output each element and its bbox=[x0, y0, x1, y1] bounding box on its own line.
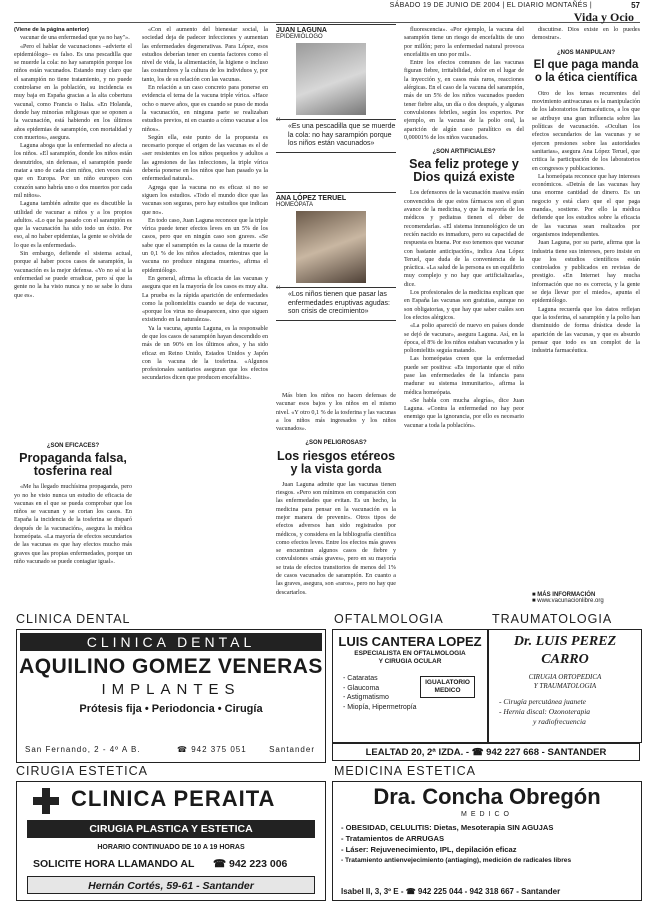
ad-category-medicina: MEDICINA ESTETICA bbox=[334, 764, 477, 778]
profile-role: EPIDEMIÓLOGO bbox=[276, 34, 323, 40]
ad-band: CLINICA DENTAL bbox=[20, 633, 322, 651]
kicker: ¿SON ARTIFICIALES? bbox=[432, 149, 496, 156]
column-3 bbox=[276, 392, 396, 608]
ad-speciality: Y CIRUGIA OCULAR bbox=[378, 658, 442, 665]
ad-subtitle: MEDICO bbox=[461, 811, 513, 818]
story-eficaces bbox=[14, 436, 132, 608]
paragraph: discutirse. Dios existe en lo puedes demostrar». bbox=[532, 27, 640, 42]
ad-subtitle: IMPLANTES bbox=[101, 681, 241, 698]
ad-call-text: SOLICITE HORA LLAMANDO AL bbox=[33, 858, 195, 870]
header-date: SÁBADO 19 DE JUNIO DE 2004 | EL DIARIO MONTAÑÉS | bbox=[389, 2, 592, 9]
profile-ana-lopez bbox=[276, 192, 396, 321]
paragraph: Las homeópatas creen que la enfermedad puede ser positiva: «Es importante que el niño pase las enfermedades de la infancia para madurar su sistema inmunitario», afirma la médica homeópata. bbox=[404, 356, 524, 396]
ad-hours: HORARIO CONTINUADO DE 10 A 19 HORAS bbox=[97, 844, 245, 851]
pull-quote: “ «Es una pescadilla que se muerde la cola: no hay sarampión porque los niños están vacunados» bbox=[276, 119, 396, 153]
headline: Los riesgos etéreos y la vista gorda bbox=[276, 448, 396, 476]
section-title: Vida y Ocio bbox=[573, 10, 634, 24]
ad-dental[interactable] bbox=[16, 629, 326, 763]
ad-doctor-name: LUIS CANTERA LOPEZ bbox=[338, 634, 482, 649]
paragraph: Entre los efectos comunes de las vacunas figuran fiebre, irritabilidad, dolor en el lugar de la inyección y, en casos más raros, reacciones alérgicas. En el caso de la vacuna del sarampión, más de un 5% de los niños vacunados pueden tener fiebre alta, un día o dos después, y algunas convulsiones febriles, según los expertos. Por ejemplo, en la vacuna de la polio oral, la aparición de algún caso paralítico es del 0,00001% de los niños vacunados. bbox=[404, 60, 524, 141]
headline: Propaganda falsa, tosferina real bbox=[19, 451, 127, 479]
list-item: y radiofrecuencia bbox=[533, 717, 586, 726]
ad-band: CIRUGIA PLASTICA Y ESTETICA bbox=[27, 820, 315, 838]
paragraph: Otro de los temas recurrentes del movimiento antivacunas es la manipulación de los laboratorios farmacéuticos, a los que se atribuye una gran influencia sobre las políticas de vacunación. «Ocultan los efectos secundarios de las vacunas y se ejercen presiones sobre las autoridades sanitarias», asegura Ana López Teruel, que critica la participación de los laboratorios en congresos y publicaciones. bbox=[532, 90, 640, 172]
more-info bbox=[532, 592, 640, 604]
paragraph: Sin embargo, defiende el sistema actual, porque al haber pocos casos de sarampión, la vacunación es la mejor defensa. «Yo no sé si la enfermedad se puede erradicar, pero sí que la gente no la ha visto nunca y no se sabe lo dura que es». bbox=[14, 251, 132, 299]
paragraph: Laguna recuerda que los datos reflejan que la tosferina, el sarampión y la polio han disminuido de forma drástica desde la aparición de las vacunas, y que es absurdo pensar que todo es un complot de la industria farmacéutica. bbox=[532, 306, 640, 355]
cross-logo-icon bbox=[33, 788, 59, 814]
ad-services-list bbox=[499, 697, 641, 727]
kicker: ¿SON EFICACES? bbox=[46, 443, 100, 449]
ad-category-dental: CLINICA DENTAL bbox=[16, 612, 131, 626]
profile-role: HOMEÓPATA bbox=[276, 202, 314, 208]
column-2 bbox=[142, 26, 268, 608]
ad-phone: ☎ 942 223 006 bbox=[213, 858, 288, 870]
column-5 bbox=[532, 26, 640, 588]
igualatorio-badge: IGUALATORIO MEDICO bbox=[420, 676, 475, 698]
portrait-photo bbox=[296, 211, 366, 283]
ad-address: Hernán Cortés, 59-61 - Santander bbox=[27, 876, 315, 894]
ad-dentist-name: AQUILINO GOMEZ VENERAS bbox=[19, 655, 323, 678]
ad-speciality: Y TRAUMATOLOGIA bbox=[533, 682, 597, 690]
list-item: - Hernia discal: Ozonoterapia bbox=[499, 707, 591, 716]
paragraph: En general, afirma la eficacia de las vacunas y asegura que en la mayoría de los casos es muy alta. La prueba es la rápida aparición de enfermedades como la poliomielitis cuando se deja de vacunar, «porque los virus no desaparecen, sino que siguen existiendo en la naturaleza». bbox=[142, 275, 268, 324]
paragraph: fluorescencia». «Por ejemplo, la vacuna del sarampión tiene un riesgo de encefalitis de uno por millón; pero la enfermedad natural provoca encefalitis en uno por mil». bbox=[404, 27, 524, 58]
list-item: - OBESIDAD, CELULITIS: Dietas, Mesoterapia SIN AGUJAS bbox=[341, 823, 554, 832]
paragraph: «Me ha llegado muchísima propaganda, pero yo no he visto nunca un estudio de eficacia de vacunas en el que se pueda comprobar que los niños se vacunan y se cortan los casos. En España la incidencia de la tosferina se disparó después de la vacunación», asegura la médica homeópata. «La mayoría de efectos secundarios de las vacunas es que hay efectos mucho más graves que las propias enfermedades, porque un niño vacunado se puede contagiar igual». bbox=[14, 484, 132, 565]
list-item: - Tratamientos de ARRUGAS bbox=[341, 834, 445, 843]
ad-address: San Fernando, 2 - 4º A B. bbox=[25, 745, 141, 754]
ad-speciality: ESPECIALISTA EN OFTALMOLOGIA bbox=[354, 650, 466, 657]
paragraph: Según ella, este punto de la propuesta es necesario porque el origen de las vacunas es el de «ser resistentes en los niños pequeños y adultos a las agresiones de las infecciones, la triple vírica debería ponerse en los niños que han pasado ya la enfermedad natural». bbox=[142, 134, 268, 183]
list-item: - Láser: Rejuvenecimiento, IPL, depilación eficaz bbox=[341, 845, 517, 854]
ad-speciality: CIRUGIA ORTOPEDICA bbox=[528, 673, 602, 681]
paragraph: Los profesionales de la medicina explican que en España las vacunas son gratuitas, aunque no son obligatorias, y que hay que saber cuáles son los efectos alérgicos. bbox=[404, 290, 524, 321]
paragraph: La homeópata reconoce que hay intereses económicos. «Detrás de las vacunas hay una enorme cantidad de dinero. Es un negocio y está claro que el que paga manda», sostiene. Por ello la médica defiende que los estudios sobre la eficacia de las vacunas sean realizados por organismos independientes. bbox=[532, 173, 640, 238]
profile-juan-laguna bbox=[276, 24, 396, 153]
profile-name: JUAN LAGUNA bbox=[276, 24, 396, 34]
ad-category-cirugia: CIRUGIA ESTETICA bbox=[16, 764, 148, 778]
paragraph: En todo caso, Juan Laguna reconoce que la triple vírica puede tener efectos leves en un 5% de los casos, pero que en ningún caso son graves. «Se sabe que el sarampión es la causa de la muerte de un 0,1 % de los niños afectados, mientras que la vacuna no produce ninguna muerte», afirma el epidemiólogo. bbox=[142, 217, 268, 274]
ad-services-list bbox=[343, 674, 417, 712]
page-number: 57 bbox=[631, 1, 640, 10]
paragraph: «Pero el hablar de vacunaciones –advierte el epidemiólogo– es falso. Es una pescadilla que se muerde la cola: no hay sarampión porque los niños están vacunados. Estando muy claro que el sarampión no tiene tratamiento, y no puede controlarse en la población, su incidencia es muy baja en España gracias a la alta cobertura vacunal, como Francia o Italia. «En Holanda, donde hay minorías religiosas que se oponen a la vacunación, está habiendo en los últimos años epidemias de sarampión, con mortalidad y con muertos», asegura. bbox=[14, 43, 132, 141]
paragraph: Más bien los niños no hacen defensas de vacunar esos bajos y los niños en el mismo nivel. «Y otro 0,1 % de la tosferina y las vacunas a los niños más ingresados y los niños vacunados». bbox=[276, 393, 396, 433]
ad-clinic-name: CLINICA PERAITA bbox=[71, 786, 276, 811]
headline: El que paga manda o la ética científica bbox=[533, 58, 639, 84]
more-info-label: ■ MÁS INFORMACIÓN bbox=[532, 592, 596, 598]
ad-address: Isabel II, 3, 3º E - ☎ 942 225 044 - 942 318 667 - Santander bbox=[341, 887, 561, 896]
ad-doctor-name: Dra. Concha Obregón bbox=[373, 784, 601, 809]
more-info-link[interactable]: ■ www.vacunacionlibre.org bbox=[532, 598, 604, 604]
paragraph: Juan Laguna admite que las vacunas tienen riesgos. «Pero son mínimos en comparación con las enfermedades que evitan. Es un hecho, la medicina para pensar en la vacunación es la mejor manera de prevenir». Otros tipos de efectos adversos han sido registrados por médicos, y considera en la bibliografía científica como efectos leves. Entre los efectos más graves se encuentran algunos casos de fiebre y convulsiones «más graves», pero en su mayoría se trata de efectos transitorios de menos del 1% de casos vacunados de sarampión. En cuanto a las graves, asegura, son «raros», pero no hay que descartarlos. bbox=[276, 481, 396, 596]
paragraph: vacunar de una enfermedad que ya no hay"». bbox=[20, 35, 130, 42]
ad-shared-address: LEALTAD 20, 2ª IZDA. - ☎ 942 227 668 - SANTANDER bbox=[332, 743, 640, 761]
list-item: - Glaucoma bbox=[343, 684, 380, 692]
ad-oftalmologia[interactable] bbox=[332, 629, 488, 743]
paragraph: Juan Laguna, por su parte, afirma que la industria tiene sus intereses, pero insiste en que los estudios científicos están controlados y publicados en revistas de prestigio. «En Internet hay mucha información que no es correcta, y la gente se deja llevar por el miedo», apunta el epidemiólogo. bbox=[532, 240, 640, 305]
column-4 bbox=[404, 26, 524, 608]
list-item: - Cirugía percutánea juanete bbox=[499, 697, 586, 706]
kicker: ¿NOS MANIPULAN? bbox=[557, 49, 615, 56]
ad-clinica-peraita[interactable] bbox=[16, 781, 326, 901]
list-item: - Astigmatismo bbox=[343, 694, 389, 701]
ad-city: Santander bbox=[269, 745, 315, 754]
list-item: - Cataratas bbox=[343, 675, 378, 682]
paragraph: Los defensores de la vacunación masiva están convencidos de que estos fármacos son el gran avance de la medicina, y que la mayoría de los médicos y pediatras tienen el deber de recomendarlas. «El sistema inmunológico de un recién nacido es inmaduro, pero su capacidad de respuesta es buena. Por eso tenemos que vacunar con bastante anticipación», indica Ana López Teruel, que duda de la conveniencia de la práctica. «La salud de la persona es un equilibrio muy complejo y no hay que artificializarla», dice. bbox=[404, 190, 524, 288]
pull-quote: “ «Los niños tienen que pasar las enfermedades eruptivas agudas: son crisis de crecimiento» bbox=[276, 287, 396, 321]
paragraph: En relación a un caso concreto para ponerse en evidencia el tema de la vacuna triple vírica. «Hace ocho o nueve años, que es cuando se puso de moda la vacunación, en ninguna parte se realizaban estudios previos, ni en cuanto a cómo vacunar a los niños». bbox=[142, 85, 268, 133]
paragraph: «Se habla con mucha alegría», dice Juan Laguna. «Contra la enfermedad no hay peor enemigo que la ignorancia, por ello es necesario vacunar a toda la población». bbox=[404, 397, 524, 429]
paragraph: «Con el aumento del bienestar social, la sociedad deja de padecer infecciones y aumentan las enfermedades degenerativas. Para López, esos estudios deberían tener en cuenta factores como el nivel de vida, la alimentación, la higiene o incluso las costumbres y la cultura de los individuos y, por tanto, los de su relación con las vacunas. bbox=[142, 27, 268, 83]
list-item: - Tratamiento antienvejecimiento (antiaging), medición de radicales libres bbox=[341, 857, 572, 864]
paragraph: «La polio apareció de nuevo en países donde se dejó de vacunar», asegura Laguna. Así, en la época, el 8% de los niños estaban vacunados y la poliomielitis seguía matando. bbox=[404, 323, 524, 355]
ad-phone: ☎ 942 375 051 bbox=[177, 745, 247, 754]
ad-services-list bbox=[341, 822, 641, 866]
continued-note: (Viene de la página anterior) bbox=[14, 27, 89, 33]
page-header bbox=[14, 0, 640, 23]
headline: Sea feliz protege y Dios quizá existe bbox=[409, 157, 519, 185]
profile-name: ANA LÓPEZ TERUEL bbox=[276, 192, 396, 202]
ad-concha-obregon[interactable] bbox=[332, 781, 642, 901]
paragraph: Laguna también admite que es discutible la utilidad de vacunar a niños y a los propios adultos. «Lo que ha pasado con el sarampión es que la vacunación ha sido todo un éxito. Por eso, al no haber epidemias, la gente se olvida de lo que es la enfermedad». bbox=[14, 201, 132, 249]
kicker: ¿SON PELIGROSAS? bbox=[305, 440, 367, 447]
paragraph: Ya la vacuna, apunta Laguna, es la responsable de que los casos de sarampión hayan descendido en más de un 90% en los últimos años, y ha sido eficaz en Reino Unido, Estados Unidos y Japón con la vacuna de la tosferina. «Algunos profesionales sanitarios aseguran que los efectos secundarios dicen que producen encefalitis». bbox=[142, 325, 268, 382]
portrait-photo bbox=[296, 43, 366, 115]
ad-category-oftalmologia: OFTALMOLOGIA bbox=[334, 612, 444, 626]
ad-doctor-name: Dr. LUIS PEREZ CARRO bbox=[513, 634, 617, 667]
list-item: - Miopía, Hipermetropía bbox=[343, 703, 417, 711]
ad-traumatologia[interactable] bbox=[488, 629, 642, 743]
paragraph: Agrega que la vacuna no es eficaz si no se siguen los estudios. «Todo el mundo dice que las vacunas son seguras, pero hay estudios que indican que no». bbox=[142, 184, 268, 216]
ad-category-traumatologia: TRAUMATOLOGIA bbox=[492, 612, 613, 626]
ad-services: Prótesis fija • Periodoncia • Cirugía bbox=[79, 703, 263, 715]
paragraph: Laguna aboga que la enfermedad no afecta a los niños. «El sarampión, donde los niños están desnutridos, sin defensas, el sarampión puede matar a uno de cada cien niños, cien veces más que en Europa. Por un niño europeo con corazón sano habría uno o dos muertos por cada mil niños». bbox=[14, 143, 132, 199]
